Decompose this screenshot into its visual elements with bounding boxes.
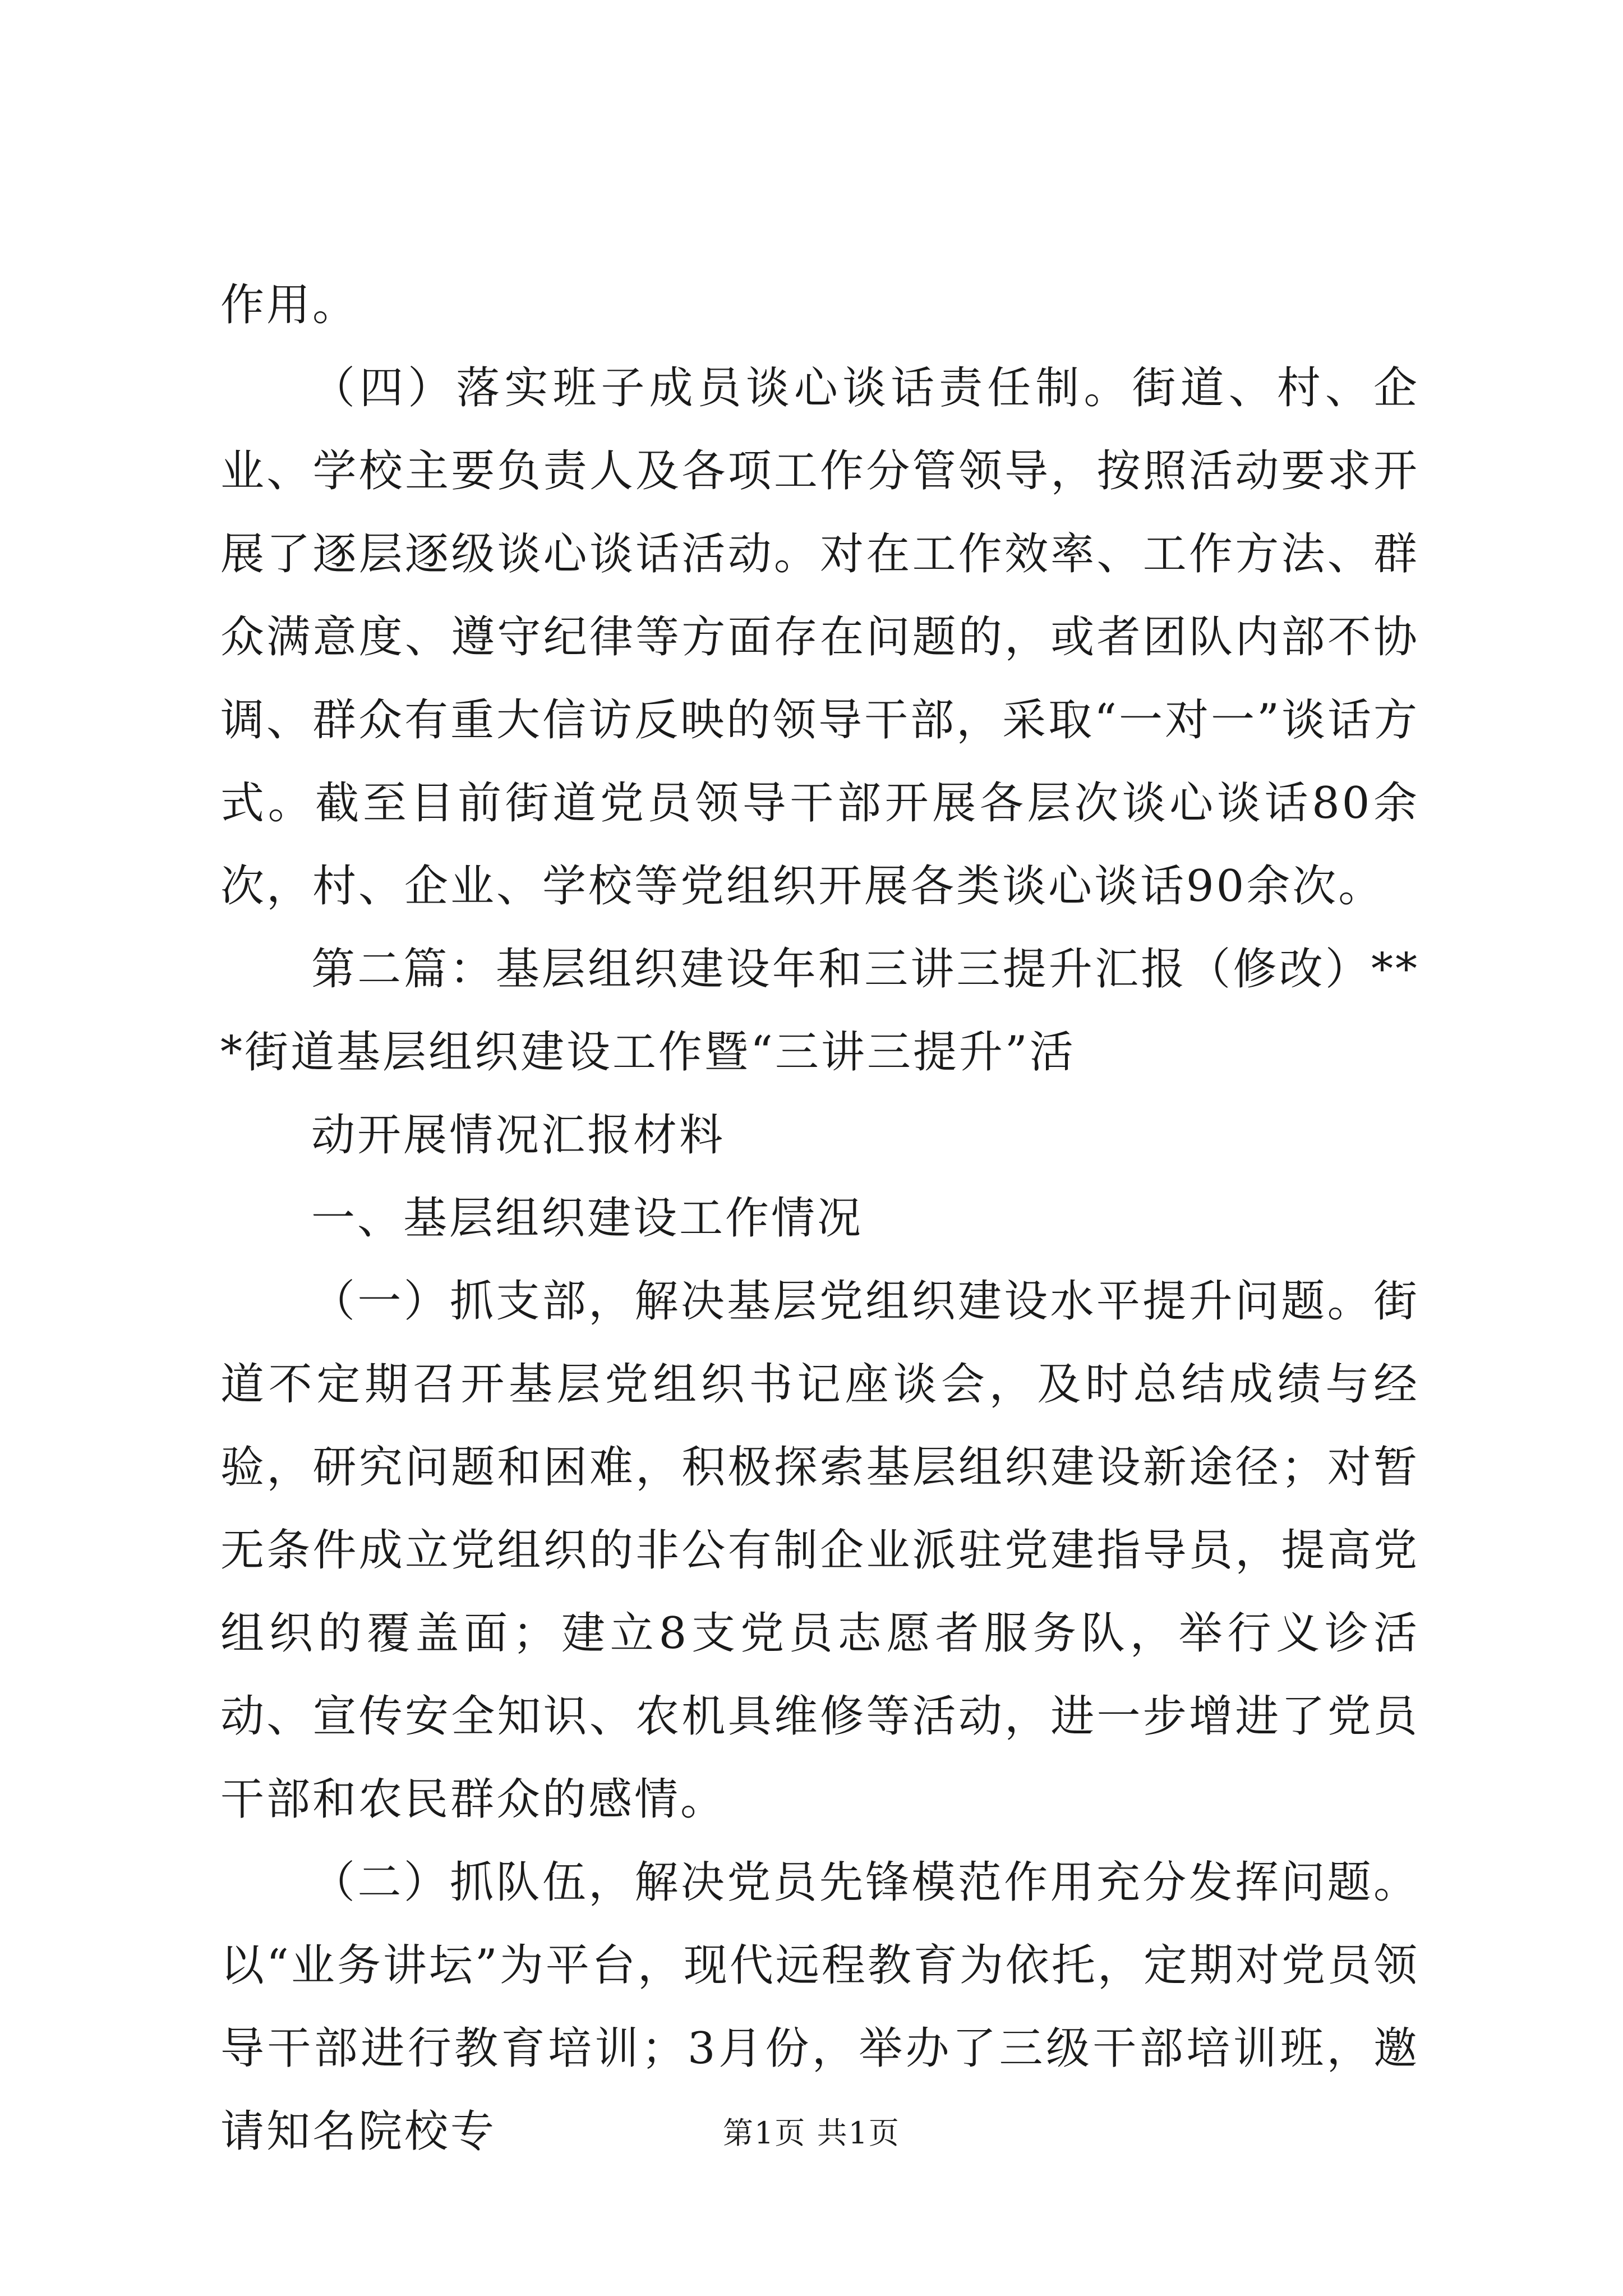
paragraph-item-one: （一）抓支部，解决基层党组织建设水平提升问题。街道不定期召开基层党组织书记座谈会，及时总结成绩与经验，研究问题和困难，积极探索基层组织建设新途径；对暂无条件成立党组织的非公有制企业派驻党建指导员，提高党组织的覆盖面；建立8支党员志愿者服务队，举行义诊活动、宣传安全知识、农机具维修等活动，进一步增进了党员干部和农民群众的感情。 xyxy=(220,1276,1419,1825)
paragraph-continuation: 作用。 xyxy=(220,280,359,330)
paragraph-report-title-cont: 动开展情况汇报材料 xyxy=(311,1110,726,1161)
heading-section-one: 一、基层组织建设工作情况 xyxy=(311,1193,864,1244)
paragraph-chapter-two-title: 第二篇：基层组织建设年和三讲三提升汇报（修改）***街道基层组织建设工作暨“三讲三提升”活 xyxy=(220,944,1419,1078)
paragraph-item-two: （二）抓队伍，解决党员先锋模范作用充分发挥问题。以“业务讲坛”为平台，现代远程教育为依托，定期对党员领导干部进行教育培训；3月份，举办了三级干部培训班，邀请知名院校专 xyxy=(220,1857,1419,2157)
document-body xyxy=(220,264,1419,2173)
paragraph-section-four: （四）落实班子成员谈心谈话责任制。街道、村、企业、学校主要负责人及各项工作分管领导，按照活动要求开展了逐层逐级谈心谈话活动。对在工作效率、工作方法、群众满意度、遵守纪律等方面存在问题的，或者团队内部不协调、群众有重大信访反映的领导干部，采取“一对一”谈话方式。截至目前街道党员领导干部开展各层次谈心谈话80余次，村、企业、学校等党组织开展各类谈心谈话90余次。 xyxy=(220,363,1419,912)
page-footer: 第1页 共1页 xyxy=(723,2115,900,2151)
